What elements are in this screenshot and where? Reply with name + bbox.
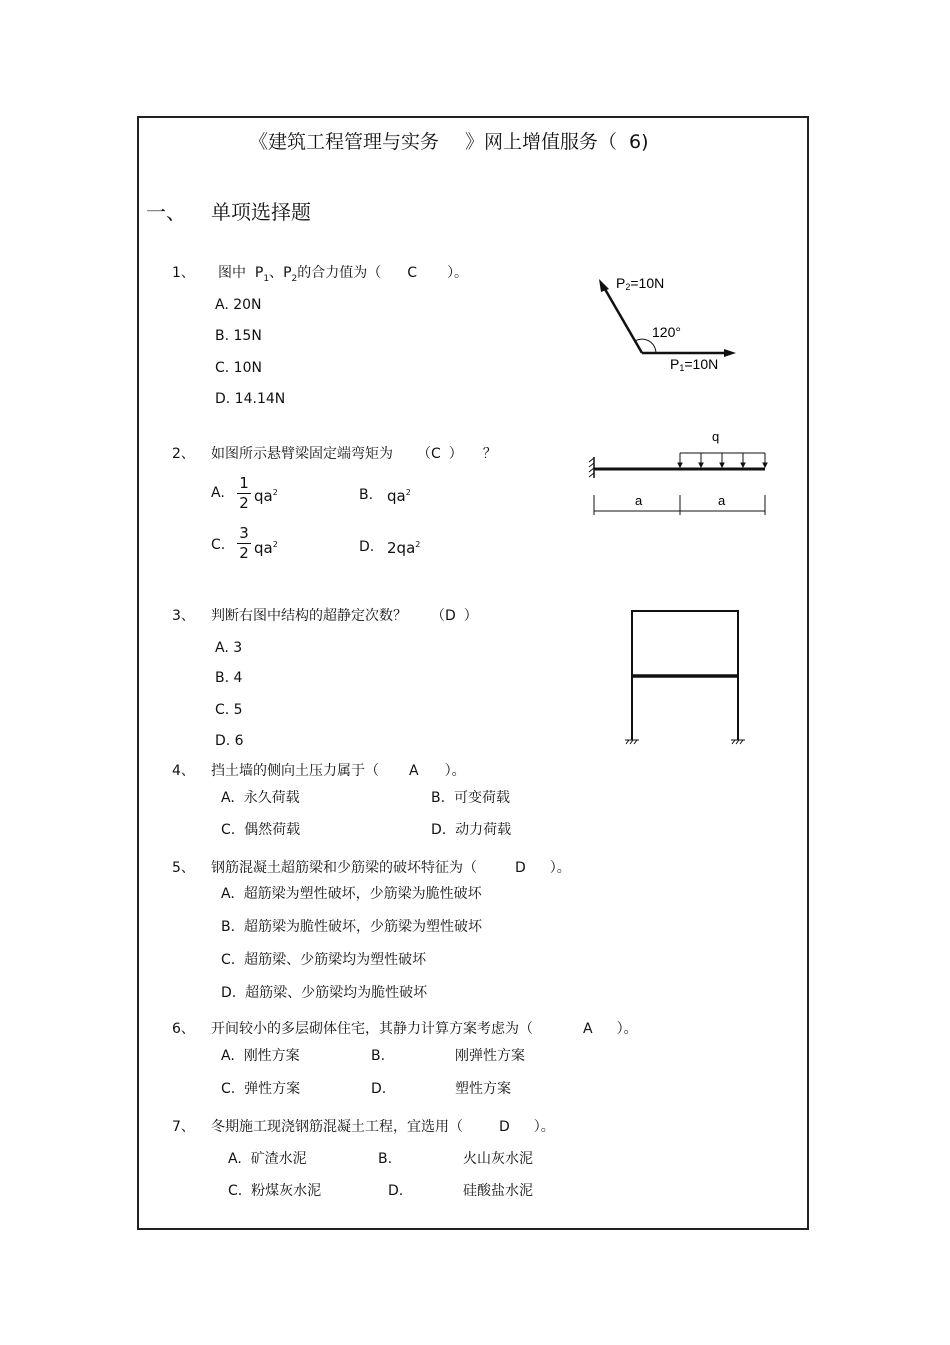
document-title xyxy=(249,131,649,153)
q2-option-b-expr: $qa^2$ xyxy=(387,487,411,505)
q6-close: ）。 xyxy=(616,1021,638,1037)
q1-sep: 、 xyxy=(269,265,284,281)
q7-text: 冬期施工现浇钢筋混凝土工程，宜选用（ xyxy=(211,1119,463,1135)
q3-option-c: C. 5 xyxy=(215,702,243,718)
title-close: ) xyxy=(641,131,649,153)
q1-p1-sub: 1 xyxy=(263,273,270,284)
p2-vector-line xyxy=(602,284,642,353)
q2-open: （ xyxy=(417,446,431,462)
q2-option-c-fraction xyxy=(237,525,251,562)
q3-frame-diagram xyxy=(620,605,755,750)
q2-text: 如图所示悬臂梁固定端弯矩为 xyxy=(211,446,393,462)
q2-answer: C xyxy=(431,446,441,462)
q7-close: ）。 xyxy=(533,1119,555,1135)
p1-arrowhead xyxy=(724,349,736,357)
q7-answer: D xyxy=(499,1119,510,1135)
q7-option-a: A. 矿渣水泥 xyxy=(228,1151,307,1167)
q2-stem xyxy=(211,446,497,462)
q5-answer: D xyxy=(515,860,526,876)
q2-option-a-fraction xyxy=(237,475,251,512)
q3-answer: D xyxy=(445,608,456,624)
q6-option-a: A. 刚性方案 xyxy=(221,1048,300,1064)
q7-option-d-letter: D. xyxy=(388,1183,404,1199)
p2-label: P2=10N xyxy=(616,275,665,292)
q7-option-b-text: 火山灰水泥 xyxy=(463,1151,533,1167)
span-label-1: a xyxy=(635,493,643,508)
q6-text: 开间较小的多层砌体住宅，其静力计算方案考虑为（ xyxy=(211,1021,533,1037)
q6-stem xyxy=(211,1021,638,1037)
q6-option-b-letter: B. xyxy=(371,1048,386,1064)
q1-option-b: B. 15N xyxy=(215,328,262,344)
q4-option-d: D. 动力荷载 xyxy=(431,822,512,838)
q1-text-a: 图中 xyxy=(218,265,246,281)
frame-top-box xyxy=(632,611,738,676)
q2-option-d-expr: $2qa^2$ xyxy=(387,539,421,557)
q3-option-a: A. 3 xyxy=(215,640,243,656)
q4-number: 4、 xyxy=(172,763,195,779)
q6-number: 6、 xyxy=(172,1021,195,1037)
q2-cantilever-diagram xyxy=(585,425,775,520)
q2-option-b-letter: B. xyxy=(359,487,374,503)
q3-option-d: D. 6 xyxy=(215,733,244,749)
load-arrows xyxy=(678,453,767,467)
q5-option-d: D. 超筋梁、少筋梁均为脆性破坏 xyxy=(221,985,428,1001)
q1-answer: C xyxy=(407,265,418,281)
q1-text-b: 的合力值为（ xyxy=(297,265,382,281)
q3-number: 3、 xyxy=(172,608,195,624)
q7-option-c: C. 粉煤灰水泥 xyxy=(228,1183,322,1199)
q4-option-c: C. 偶然荷载 xyxy=(221,822,301,838)
q1-p2: P xyxy=(283,265,292,281)
fixed-support-right xyxy=(731,740,745,744)
q7-number: 7、 xyxy=(172,1119,195,1135)
q2-tail: ？ xyxy=(482,446,497,462)
title-number: 6 xyxy=(629,131,642,153)
q5-option-b: B. 超筋梁为脆性破坏，少筋梁为塑性破坏 xyxy=(221,919,482,935)
fixed-support-left xyxy=(625,740,639,744)
q3-stem xyxy=(211,608,478,624)
q7-option-b-letter: B. xyxy=(378,1151,393,1167)
q1-stem xyxy=(218,265,468,287)
q1-number: 1、 xyxy=(172,265,195,281)
p2-arrowhead xyxy=(599,279,609,292)
q7-option-d-text: 硅酸盐水泥 xyxy=(463,1183,533,1199)
q5-number: 5、 xyxy=(172,860,195,876)
title-part2: 》网上增值服务（ xyxy=(465,131,618,153)
q4-stem xyxy=(211,763,466,779)
q4-answer: A xyxy=(409,763,419,779)
span-label-2: a xyxy=(718,493,726,508)
q2-option-a-denominator: 2 xyxy=(239,494,249,512)
q2-option-c-letter: C. xyxy=(211,537,226,553)
p1-label: P1=10N xyxy=(670,356,719,373)
q6-option-b-text: 刚弹性方案 xyxy=(455,1048,525,1064)
q3-open: （ xyxy=(431,608,445,624)
q4-close: ）。 xyxy=(444,763,466,779)
q3-close: ） xyxy=(463,608,478,624)
q1-option-c: C. 10N xyxy=(215,360,262,376)
q1-text-c: ）。 xyxy=(447,265,469,281)
q6-answer: A xyxy=(583,1021,593,1037)
section-number: 一、 xyxy=(146,200,186,224)
q7-stem xyxy=(211,1119,555,1135)
q2-option-d-letter: D. xyxy=(359,539,375,555)
q2-option-c-expr: $qa^2$ xyxy=(254,539,278,557)
q4-option-b: B. 可变荷载 xyxy=(431,790,510,806)
q2-option-c-numerator: 3 xyxy=(239,524,249,542)
q5-option-a: A. 超筋梁为塑性破坏，少筋梁为脆性破坏 xyxy=(221,886,482,902)
q6-option-c: C. 弹性方案 xyxy=(221,1081,301,1097)
load-label: q xyxy=(712,429,720,444)
q1-force-diagram xyxy=(590,270,750,380)
q1-option-a: A. 20N xyxy=(215,297,262,313)
q5-stem xyxy=(211,860,571,876)
q3-text: 判断右图中结构的超静定次数？ xyxy=(211,608,407,624)
title-part1: 《建筑工程管理与实务 xyxy=(249,131,440,153)
q5-text: 钢筋混凝土超筋梁和少筋梁的破坏特征为（ xyxy=(211,860,477,876)
section-title: 单项选择题 xyxy=(211,200,311,224)
angle-label: 120° xyxy=(652,324,681,340)
q5-close: ）。 xyxy=(549,860,571,876)
dimension-line xyxy=(594,495,765,515)
q2-option-a-numerator: 1 xyxy=(239,474,249,492)
q2-number: 2、 xyxy=(172,446,195,462)
q4-option-a: A. 永久荷载 xyxy=(221,790,300,806)
q2-option-a-expr: $qa^2$ xyxy=(254,487,278,505)
q2-option-a-letter: A. xyxy=(211,485,225,501)
q6-option-d-text: 塑性方案 xyxy=(455,1081,511,1097)
q1-p2-sub: 2 xyxy=(291,273,298,284)
q3-option-b: B. 4 xyxy=(215,670,243,686)
q1-option-d: D. 14.14N xyxy=(215,391,286,407)
q5-option-c: C. 超筋梁、少筋梁均为塑性破坏 xyxy=(221,952,427,968)
q2-option-c-denominator: 2 xyxy=(239,544,249,562)
q2-close: ） xyxy=(448,446,463,462)
q6-option-d-letter: D. xyxy=(371,1081,387,1097)
q4-text: 挡土墙的侧向土压力属于（ xyxy=(211,763,379,779)
q1-p1: P xyxy=(254,265,264,281)
